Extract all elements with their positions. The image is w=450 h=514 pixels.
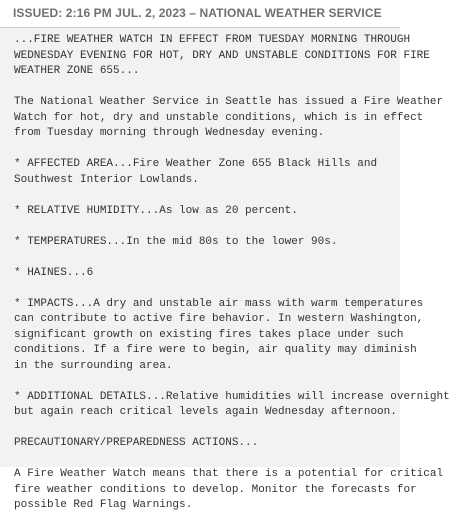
relative-humidity: * RELATIVE HUMIDITY...As low as 20 percent. <box>14 204 298 217</box>
haines-index: * HAINES...6 <box>14 266 94 279</box>
precautionary-heading: PRECAUTIONARY/PREPAREDNESS ACTIONS... <box>14 437 259 449</box>
issued-header <box>0 0 400 28</box>
affected-area: * AFFECTED AREA...Fire Weather Zone 655 Black Hills and Southwest Interior Lowlands. <box>14 158 378 186</box>
bulletin-intro: The National Weather Service in Seattle has issued a Fire Weather Watch for hot, dry and unstable conditions, which is in effect from Tuesday morning through Wednesday evening. <box>14 96 444 139</box>
bulletin-panel <box>0 28 450 511</box>
precautionary-body: A Fire Weather Watch means that there is a potential for critical fire weather conditions to develop. Monitor the forecasts for possible Red Flag Warnings. <box>14 468 444 511</box>
temperatures: * TEMPERATURES...In the mid 80s to the lower 90s. <box>14 235 338 248</box>
impacts: * IMPACTS...A dry and unstable air mass with warm temperatures can contribute to active fire behavior. In western Washington, significant growth on existing fires takes place under such conditions. If a fire were to begin, air quality may diminish in the surrounding area. <box>14 297 424 372</box>
additional-details: * ADDITIONAL DETAILS...Relative humidities will increase overnight but again reach critical levels again Wednesday afternoon. <box>14 390 450 418</box>
issued-line: ISSUED: 2:16 PM JUL. 2, 2023 – NATIONAL WEATHER SERVICE <box>13 6 382 20</box>
bulletin-text <box>0 28 450 514</box>
bulletin-headline: ...FIRE WEATHER WATCH IN EFFECT FROM TUESDAY MORNING THROUGH WEDNESDAY EVENING FOR HOT, DRY AND UNSTABLE CONDITIONS FOR FIRE WEATHER ZONE 655... <box>14 34 430 77</box>
